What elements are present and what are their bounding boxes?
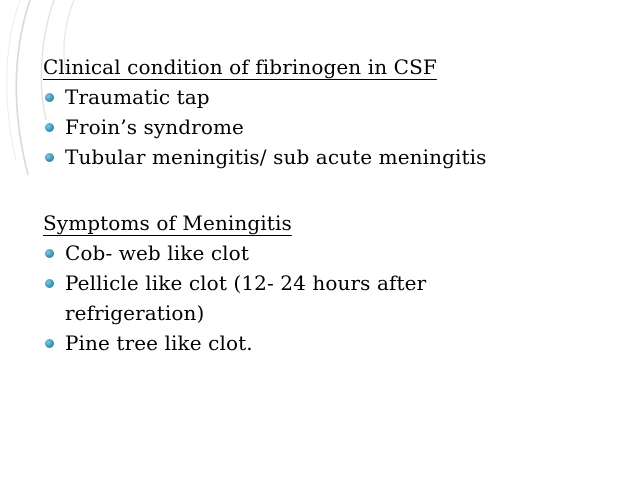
list-item-text: Tubular meningitis/ sub acute meningitis	[65, 145, 487, 169]
meningitis-symptoms-list	[43, 238, 623, 358]
section-heading-fibrinogen: Clinical condition of fibrinogen in CSF	[43, 55, 437, 79]
list-item	[43, 328, 623, 358]
slide-content	[43, 50, 623, 358]
section-heading-meningitis: Symptoms of Meningitis	[43, 211, 292, 235]
list-item-text: Froin’s syndrome	[65, 115, 244, 139]
list-item	[43, 112, 623, 142]
list-item-text: Cob- web like clot	[65, 241, 249, 265]
list-item-text: Pine tree like clot.	[65, 331, 253, 355]
list-item-text: Pellicle like clot (12- 24 hours after refrigeration)	[65, 271, 427, 325]
section-spacer	[43, 172, 623, 206]
list-item-text: Traumatic tap	[65, 85, 210, 109]
fibrinogen-conditions-list	[43, 82, 623, 172]
list-item	[43, 238, 623, 268]
list-item	[43, 142, 623, 172]
bullet-icon	[45, 93, 54, 102]
bullet-icon	[45, 249, 54, 258]
section-heading-row	[43, 208, 623, 238]
list-item	[43, 268, 505, 328]
bullet-icon	[45, 279, 54, 288]
section-heading-row	[43, 52, 623, 82]
bullet-icon	[45, 123, 54, 132]
list-item	[43, 82, 623, 112]
bullet-icon	[45, 339, 54, 348]
bullet-icon	[45, 153, 54, 162]
